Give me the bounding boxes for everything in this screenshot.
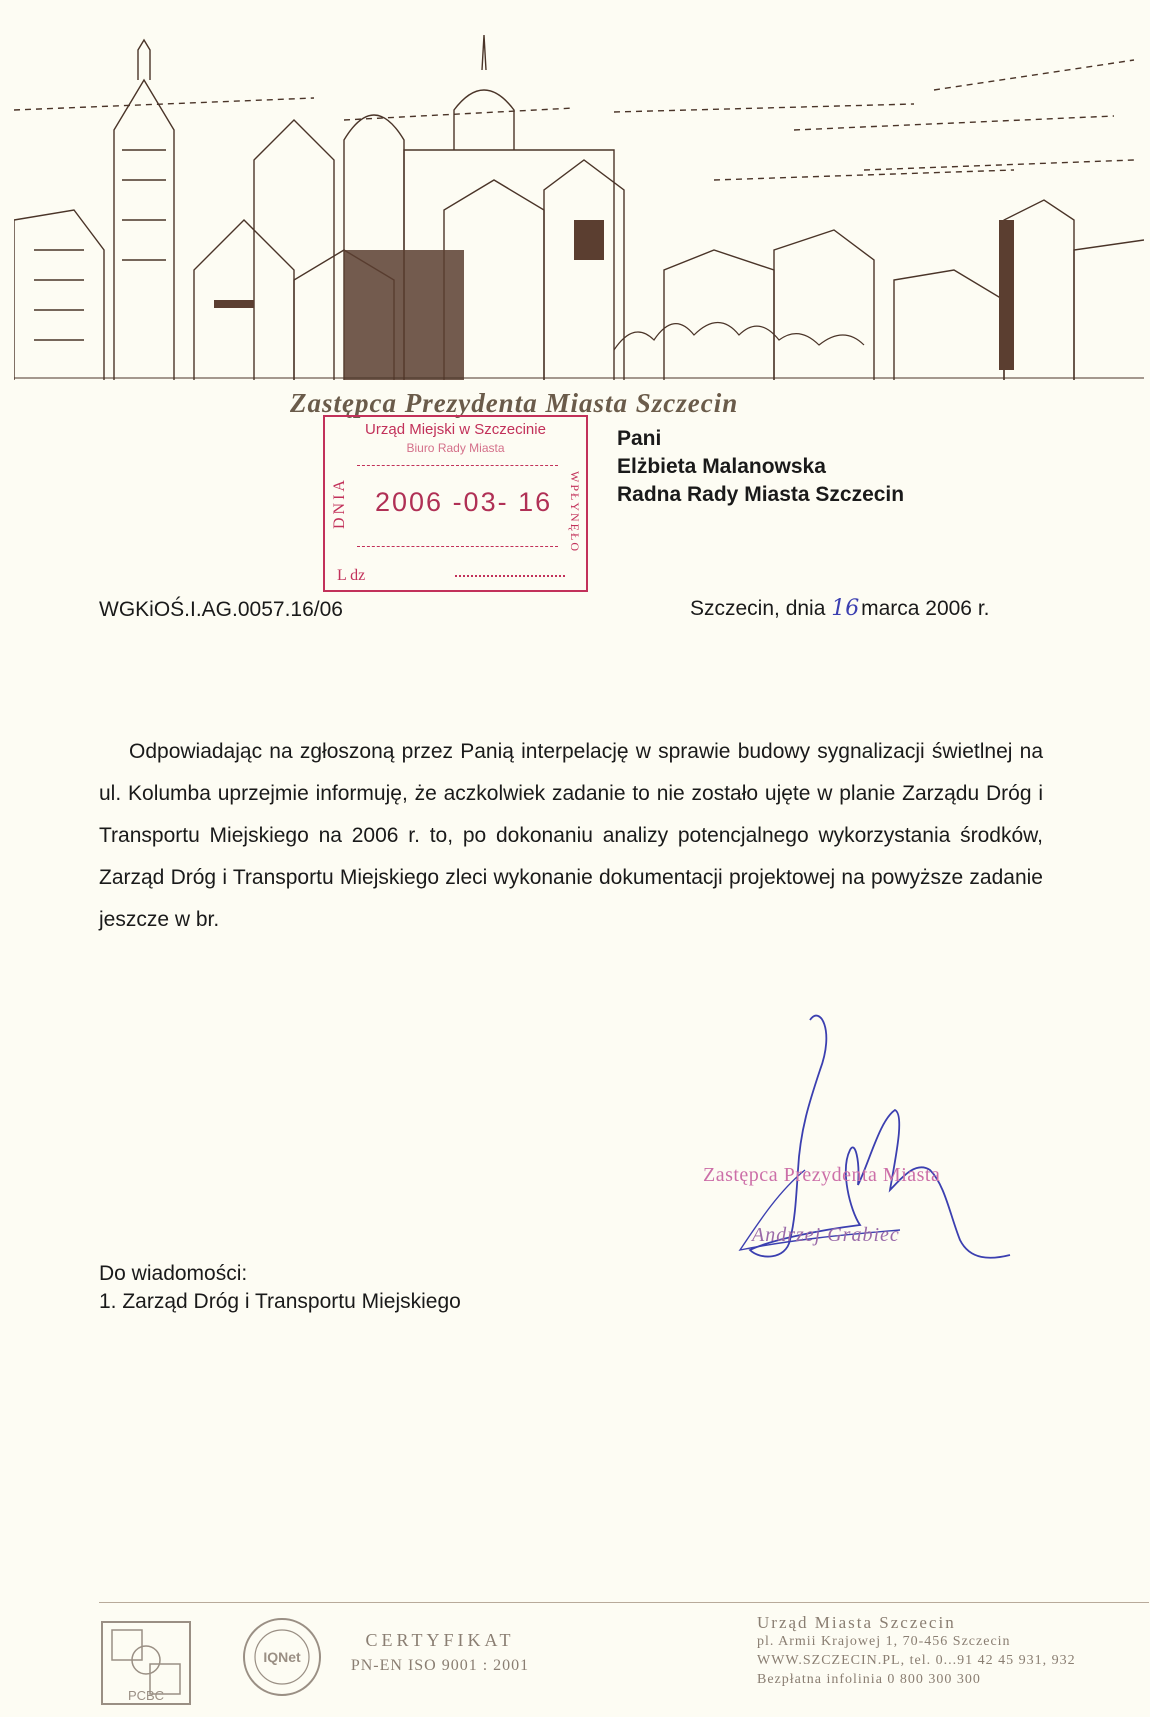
office-hotline: Bezpłatna infolinia 0 800 300 300 <box>757 1672 981 1687</box>
certificate-norm: PN-EN ISO 9001 : 2001 <box>350 1657 530 1674</box>
stamp-org: Urząd Miejski w Szczecinie <box>365 421 546 438</box>
certificate-title: CERTYFIKAT <box>365 1630 515 1650</box>
stamp-dept: Biuro Rady Miasta <box>406 441 505 455</box>
stamp-dotted-line <box>455 575 565 577</box>
reference-number: WGKiOŚ.I.AG.0057.16/06 <box>99 598 343 621</box>
letterhead-title: Zastępca Prezydenta Miasta Szczecin <box>290 388 739 418</box>
received-stamp <box>323 415 588 592</box>
date-line <box>690 596 990 621</box>
signature-stamp-title: Zastępca Prezydenta Miasta <box>703 1164 941 1186</box>
city-skyline-illustration <box>14 20 1144 380</box>
cc-label: Do wiadomości: <box>99 1262 248 1285</box>
signature-stamp-name: Andrzej Grabiec <box>752 1224 900 1246</box>
iqnet-logo <box>240 1615 324 1699</box>
office-name: Urząd Miasta Szczecin <box>757 1613 956 1632</box>
certificate-block <box>340 1630 540 1675</box>
pcbc-logo <box>100 1620 192 1706</box>
date-suffix: marca 2006 r. <box>861 597 990 620</box>
footer-divider <box>99 1602 1149 1603</box>
stamp-ldz: L dz <box>337 567 366 584</box>
cc-item: 1. Zarząd Dróg i Transportu Miejskiego <box>99 1290 461 1313</box>
letter-body: Odpowiadając na zgłoszoną przez Panią interpelację w sprawie budowy sygnalizacji świetlnej na ul. Kolumba uprzejmie informuję, że aczkolwiek zadanie to nie zostało ujęte w planie Zarządu Dróg i Transportu Miejskiego na 2006 r. to, po dokonaniu analizy potencjalnego wykorzystania środków, Zarząd Dróg i Transportu Miejskiego zleci wykonanie dokumentacji projektowej na powyższe zadanie jeszcze w br. <box>99 740 1043 931</box>
addressee-block <box>617 425 904 509</box>
iqnet-logo-text: IQNet <box>263 1649 301 1665</box>
stamp-side-right: WPŁYNĘŁO <box>568 471 582 553</box>
office-address: pl. Armii Krajowej 1, 70-456 Szczecin <box>757 1634 1011 1649</box>
pcbc-logo-text: PCBC <box>127 1688 165 1703</box>
addressee-role: Radna Rady Miasta Szczecin <box>617 483 905 506</box>
stamp-date: 2006 -03- 16 <box>375 487 553 517</box>
date-prefix: Szczecin, dnia <box>690 597 826 620</box>
addressee-salutation: Pani <box>617 427 662 450</box>
office-contact: WWW.SZCZECIN.PL, tel. 0...91 42 45 931, 932 <box>757 1653 1076 1668</box>
office-contact-block <box>757 1613 1076 1689</box>
stamp-side-left: DNIA <box>331 477 348 529</box>
addressee-name: Elżbieta Malanowska <box>617 455 826 478</box>
handwritten-day: 16 <box>831 596 860 621</box>
